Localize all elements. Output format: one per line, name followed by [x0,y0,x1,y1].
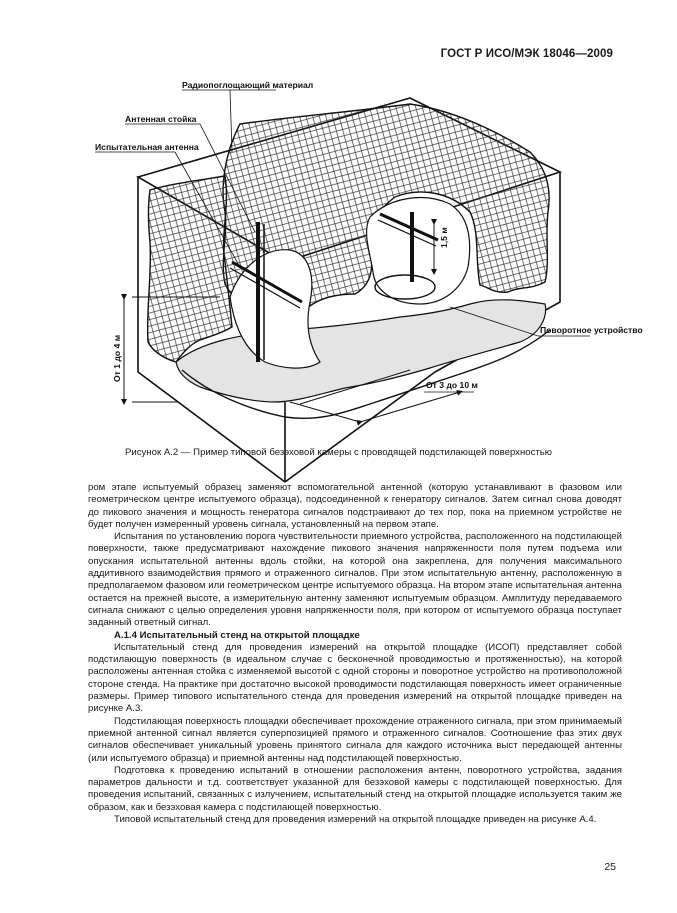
paragraph: Подготовка к проведению испытаний в отношении расположения антенн, поворотного устройства, задания параметров дальности и т.д. соответствует указанной для безэховой камеры с подстилающей поверхностью. Для проведения испытаний, связанных с излучением, испытательный стенд на открытой площадке используется таким же образом, как и безэховая камера с подстилающей поверхностью. [88,764,622,813]
paragraph: Испытательный стенд для проведения измерений на открытой площадке (ИСОП) представляет собой подстилающую поверхность (в идеальном случае с бесконечной проводимостью и протяженностью), на которой расположены антенная стойка с изменяемой высотой с одной стороны и поворотное устройство на противоположной стороне стенда. На практике при достаточно высокой проводимости подстилающая поверхность имеет ограниченные размеры. Пример типового испытательного стенда для проведения измерений на открытой площадке приведен на рисунке А.3. [88,641,622,715]
figure-caption: Рисунок А.2 — Пример типовой безэховой камеры с проводящей подстилающей поверхностью [125,447,552,458]
height-range-label: От 1 до 4 м [112,334,122,382]
section-heading: А.1.4 Испытательный стенд на открытой площадке [114,629,360,641]
height-fixed-label: 1,5 м [439,227,449,248]
standard-header: ГОСТ Р ИСО/МЭК 18046—2009 [440,48,613,60]
mast-label: Антенная стойка [125,114,197,124]
absorber-left-wall [148,176,232,362]
paragraph: Типовой испытательный стенд для проведения измерений на открытой площадке приведен на рисунке А.4. [114,814,597,826]
page-number: 25 [604,861,616,873]
body-text [88,482,622,826]
test-antenna-label: Испытательная антенна [95,142,199,152]
anechoic-chamber-figure [90,72,643,442]
absorber-label: Радиопоглощающий материал [182,80,314,90]
paragraph: Подстилающая поверхность площадки обеспечивает прохождение отраженного сигнала, при этом принимаемый приемной антенной сигнал является суперпозицией прямого и отраженного сигналов. Соотношение фаз этих двух сигналов обеспечивает уникальный уровень принятого сигнала для каждого источника выст передающей антенны (или испытуемого образца) и приемной антенны над подстилающей поверхностью. [88,715,622,764]
paragraph: Испытания по установлению порога чувствительности приемного устройства, расположенного на подстилающей поверхности, также предусматривают нахождение пикового значения напряженности поля путем подъема или опускания испытательной антенны вдоль стойки, на которой она закреплена, для получения максимального аддитивного взаимодействия прямого и отраженного сигналов. При этом испытательную антенну, расположенную в предполагаемом фазовом или геометрическом центре испытуемого образца. На втором этапе испытательная антенна остается на прежней высоте, а измерительную антенну заменяют испытуемым образцом. Амплитуду передаваемого сигнала снижают с целью определения уровня напряженности поля, при котором от испытуемого образца поступает заданный ответный сигнал. [88,531,622,629]
paragraph: ром этапе испытуемый образец заменяют вспомогательной антенной (которую устанавливают в фазовом или геометрическом центре испытуемого образца), подсоединенной к генератору сигналов. Затем сигнал снова доводят до пикового значения и мощность генератора сигналов подстраивают до тех пор, пока на приемном устройстве не будет получен измеренный уровень сигнала, установленный на первом этапе. [88,482,622,530]
chamber-drawing [90,72,643,442]
distance-range-label: От 3 до 10 м [426,380,478,390]
turntable-label: Поворотное устройство [540,325,643,335]
